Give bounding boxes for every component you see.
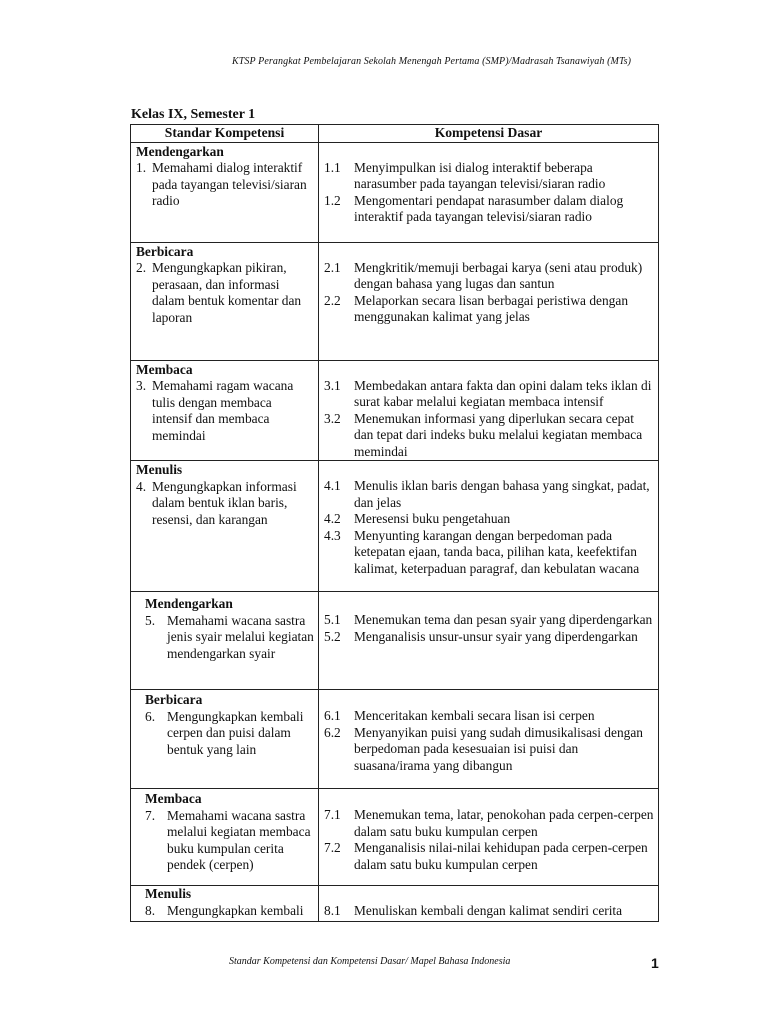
sk-cell: [131, 142, 319, 242]
table-header-row: [131, 125, 659, 143]
sk-number: 3.: [136, 378, 147, 393]
kd-text: Membedakan antara fakta dan opini dalam teks iklan di surat kabar melalui kegiatan membaca intensif: [354, 377, 652, 409]
competency-table: [130, 124, 659, 922]
kd-number: 3.2: [324, 410, 341, 426]
sk-number: 2.: [136, 260, 147, 275]
kd-cell: [319, 592, 659, 690]
kd-cell: [319, 142, 659, 242]
kd-text: Menulis iklan baris dengan bahasa yang singkat, padat, dan jelas: [354, 478, 650, 510]
kd-item: [324, 725, 654, 775]
sk-text: Mengungkapkan kembali: [167, 902, 304, 918]
section-label: Membaca: [136, 361, 193, 377]
sk-text: Mengungkapkan kembali cerpen dan puisi dalam bentuk yang lain: [167, 708, 304, 757]
kd-cell: [319, 690, 659, 789]
section-label: Berbicara: [136, 243, 194, 259]
table-row: [131, 242, 659, 360]
sk-item: [136, 479, 314, 529]
kd-number: 1.2: [324, 192, 341, 208]
kd-text: Menyunting karangan dengan berpedoman pada ketepatan ejaan, tanda baca, pilihan kata, keefektifan kalimat, keterpaduan paragraf, dan kebulatan wacana: [354, 527, 640, 576]
table-row: [131, 789, 659, 886]
kd-cell: [319, 461, 659, 592]
sk-text: Mengungkapkan pikiran, perasaan, dan informasi dalam bentuk komentar dan laporan: [152, 260, 302, 325]
kd-item: [324, 160, 654, 193]
table-row: [131, 690, 659, 789]
kd-text: Menceritakan kembali secara lisan isi cerpen: [354, 708, 595, 723]
section-label: Mendengarkan: [145, 596, 233, 611]
kd-number: 6.2: [324, 724, 341, 740]
kd-number: 2.2: [324, 292, 341, 308]
kd-number: 8.1: [324, 903, 341, 918]
section-label: Berbicara: [145, 692, 203, 707]
sk-number: 7.: [145, 807, 156, 823]
kd-text: Menganalisis nilai-nilai kehidupan pada cerpen-cerpen dalam satu buku kumpulan cerpen: [354, 840, 648, 872]
kd-item: [324, 378, 654, 411]
section-label: Mendengarkan: [136, 143, 224, 159]
sk-cell: [131, 592, 319, 690]
kd-text: Menyimpulkan isi dialog interaktif beberapa narasumber pada tayangan televisi/siaran radio: [354, 159, 606, 191]
sk-text: Memahami ragam wacana tulis dengan membaca intensif dan membaca memindai: [152, 378, 294, 443]
sk-item: [145, 613, 314, 663]
sk-cell: [131, 461, 319, 592]
sk-cell: [131, 360, 319, 461]
sk-item: [136, 260, 314, 326]
kd-item: [324, 612, 654, 629]
table-row: [131, 592, 659, 690]
kd-item: [324, 903, 654, 920]
page-title: Kelas IX, Semester 1: [131, 107, 256, 122]
sk-item: [145, 709, 314, 759]
sk-cell: [131, 690, 319, 789]
kd-text: Menemukan tema, latar, penokohan pada cerpen-cerpen dalam satu buku kumpulan cerpen: [354, 807, 654, 839]
page-number: 1: [651, 955, 659, 971]
kd-item: [324, 528, 654, 578]
kd-item: [324, 260, 654, 293]
section-label: Membaca: [145, 791, 202, 806]
kd-cell: [319, 789, 659, 886]
kd-text: Menemukan tema dan pesan syair yang diperdengarkan: [354, 612, 653, 627]
sk-item: [145, 903, 314, 920]
kd-item: [324, 193, 654, 226]
column-header-kompetensi: Kompetensi Dasar: [319, 125, 659, 143]
sk-cell: [131, 789, 319, 886]
kd-text: Menyanyikan puisi yang sudah dimusikalisasi dengan berpedoman pada kesesuaian isi puisi dan suasana/irama yang dibangun: [354, 724, 643, 773]
kd-item: [324, 411, 654, 461]
kd-text: Menganalisis unsur-unsur syair yang diperdengarkan: [354, 628, 638, 644]
kd-number: 1.1: [324, 159, 341, 175]
kd-item: [324, 708, 654, 725]
kd-text: Melaporkan secara lisan berbagai peristiwa dengan menggunakan kalimat yang jelas: [354, 292, 629, 324]
sk-number: 8.: [145, 902, 156, 918]
header-note: KTSP Perangkat Pembelajaran Sekolah Menengah Pertama (SMP)/Madrasah Tsanawiyah (MTs): [232, 56, 632, 67]
sk-number: 5.: [145, 612, 156, 628]
sk-cell: [131, 242, 319, 360]
section-label: Menulis: [145, 886, 192, 901]
column-header-standar: Standar Kompetensi: [131, 125, 319, 143]
kd-number: 5.1: [324, 612, 341, 627]
kd-item: [324, 511, 654, 528]
kd-cell: [319, 360, 659, 461]
kd-item: [324, 629, 654, 646]
kd-item: [324, 478, 654, 511]
sk-item: [136, 160, 314, 210]
kd-number: 5.2: [324, 628, 341, 644]
kd-text: Mengomentari pendapat narasumber dalam dialog interaktif pada tayangan televisi/siaran radio: [354, 192, 624, 224]
kd-number: 7.2: [324, 840, 341, 855]
kd-item: [324, 840, 654, 873]
kd-text: Meresensi buku pengetahuan: [354, 511, 511, 526]
sk-number: 1.: [136, 160, 147, 175]
kd-text: Mengkritik/memuji berbagai karya (seni atau produk) dengan bahasa yang lugas dan santun: [354, 259, 643, 291]
footer-note: Standar Kompetensi dan Kompetensi Dasar/ Mapel Bahasa Indonesia: [229, 956, 511, 967]
kd-text: Menuliskan kembali dengan kalimat sendiri cerita: [354, 903, 623, 918]
sk-text: Mengungkapkan informasi dalam bentuk iklan baris, resensi, dan karangan: [152, 478, 297, 527]
sk-item: [136, 378, 314, 444]
kd-number: 3.1: [324, 377, 341, 393]
kd-number: 4.2: [324, 511, 341, 526]
table-row: [131, 360, 659, 461]
kd-number: 4.3: [324, 527, 341, 543]
kd-number: 2.1: [324, 259, 341, 275]
kd-cell: [319, 242, 659, 360]
table-row: [131, 886, 659, 922]
kd-number: 6.1: [324, 708, 341, 723]
kd-item: [324, 293, 654, 326]
sk-item: [145, 808, 314, 874]
sk-text: Memahami dialog interaktif pada tayangan televisi/siaran radio: [152, 160, 307, 208]
sk-number: 6.: [145, 708, 156, 724]
sk-cell: [131, 886, 319, 922]
kd-number: 7.1: [324, 807, 341, 822]
sk-number: 4.: [136, 478, 147, 494]
kd-number: 4.1: [324, 478, 341, 493]
kd-cell: [319, 886, 659, 922]
sk-text: Memahami wacana sastra jenis syair melalui kegiatan mendengarkan syair: [167, 612, 314, 661]
table-row: [131, 142, 659, 242]
kd-text: Menemukan informasi yang diperlukan secara cepat dan tepat dari indeks buku melalui kegiatan membaca memindai: [354, 410, 643, 459]
table-row: [131, 461, 659, 592]
sk-text: Memahami wacana sastra melalui kegiatan membaca buku kumpulan cerita pendek (cerpen): [167, 807, 311, 872]
section-label: Menulis: [136, 462, 183, 477]
kd-item: [324, 807, 654, 840]
